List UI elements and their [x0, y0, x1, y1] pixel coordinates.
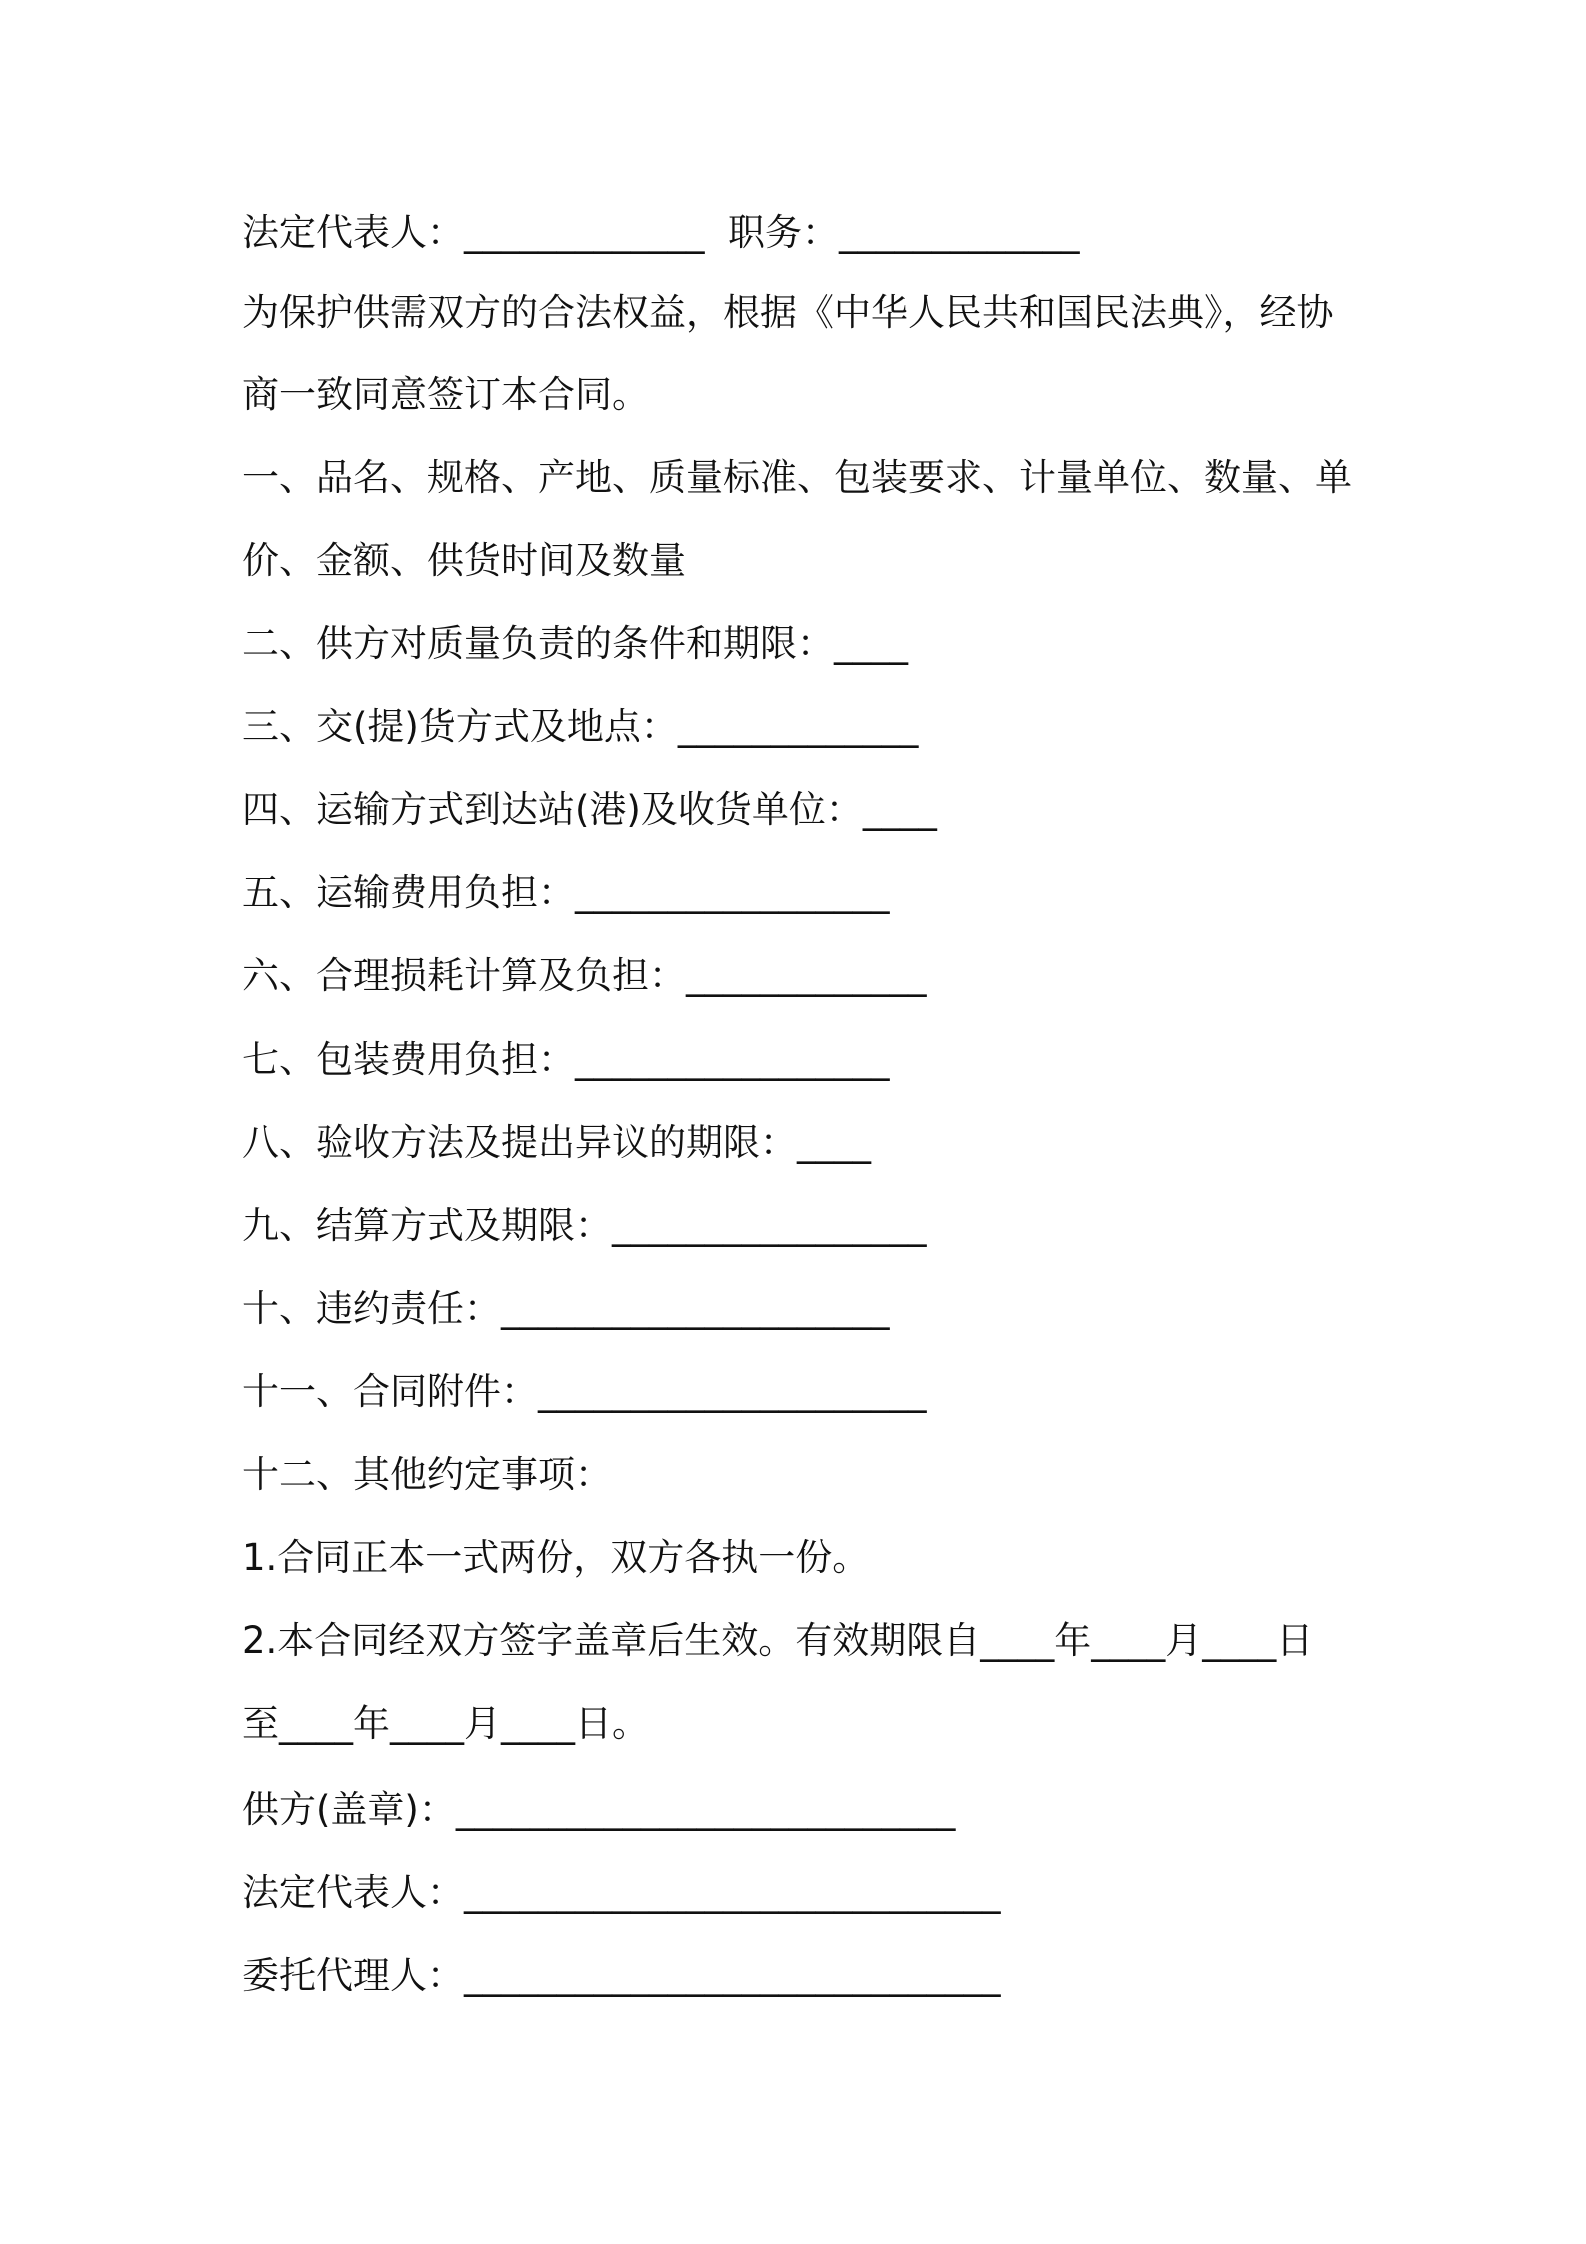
- clause-2: 二、供方对质量负责的条件和期限：____: [242, 622, 908, 665]
- clause-9: 九、结算方式及期限：_________________: [242, 1204, 927, 1247]
- clause-10: 十、违约责任：_____________________: [242, 1287, 890, 1330]
- clause-12-item-2-line-2: 至____年____月____日。: [242, 1702, 649, 1745]
- clause-5: 五、运输费用负担：_________________: [242, 871, 890, 914]
- clause-3: 三、交(提)货方式及地点：_____________: [242, 705, 919, 748]
- legal-representative-signature-line: 法定代表人：_____________________________: [242, 1871, 1001, 1914]
- clause-11: 十一、合同附件：_____________________: [242, 1370, 927, 1413]
- clause-8: 八、验收方法及提出异议的期限：____: [242, 1121, 871, 1164]
- clause-6: 六、合理损耗计算及负担：_____________: [242, 954, 927, 997]
- clause-12-heading: 十二、其他约定事项：: [242, 1453, 612, 1496]
- clause-12-item-1: 1.合同正本一式两份，双方各执一份。: [242, 1536, 870, 1579]
- clause-7: 七、包装费用负担：_________________: [242, 1038, 890, 1081]
- contract-preamble-line-1: 为保护供需双方的合法权益，根据《中华人民共和国民法典》，经协: [242, 291, 1334, 334]
- clause-1-line-1: 一、品名、规格、产地、质量标准、包装要求、计量单位、数量、单: [242, 456, 1352, 499]
- clause-12-item-2-line-1: 2.本合同经双方签字盖章后生效。有效期限自____年____月____日: [242, 1619, 1314, 1662]
- clause-1-line-2: 价、金额、供货时间及数量: [242, 539, 686, 582]
- contract-preamble-line-2: 商一致同意签订本合同。: [242, 373, 649, 416]
- authorized-agent-signature-line: 委托代理人：_____________________________: [242, 1954, 1001, 1997]
- supplier-seal-line: 供方(盖章)：___________________________: [242, 1788, 956, 1831]
- legal-representative-position-line: 法定代表人：_____________ 职务：_____________: [242, 211, 1080, 254]
- clause-4: 四、运输方式到达站(港)及收货单位：____: [242, 788, 937, 831]
